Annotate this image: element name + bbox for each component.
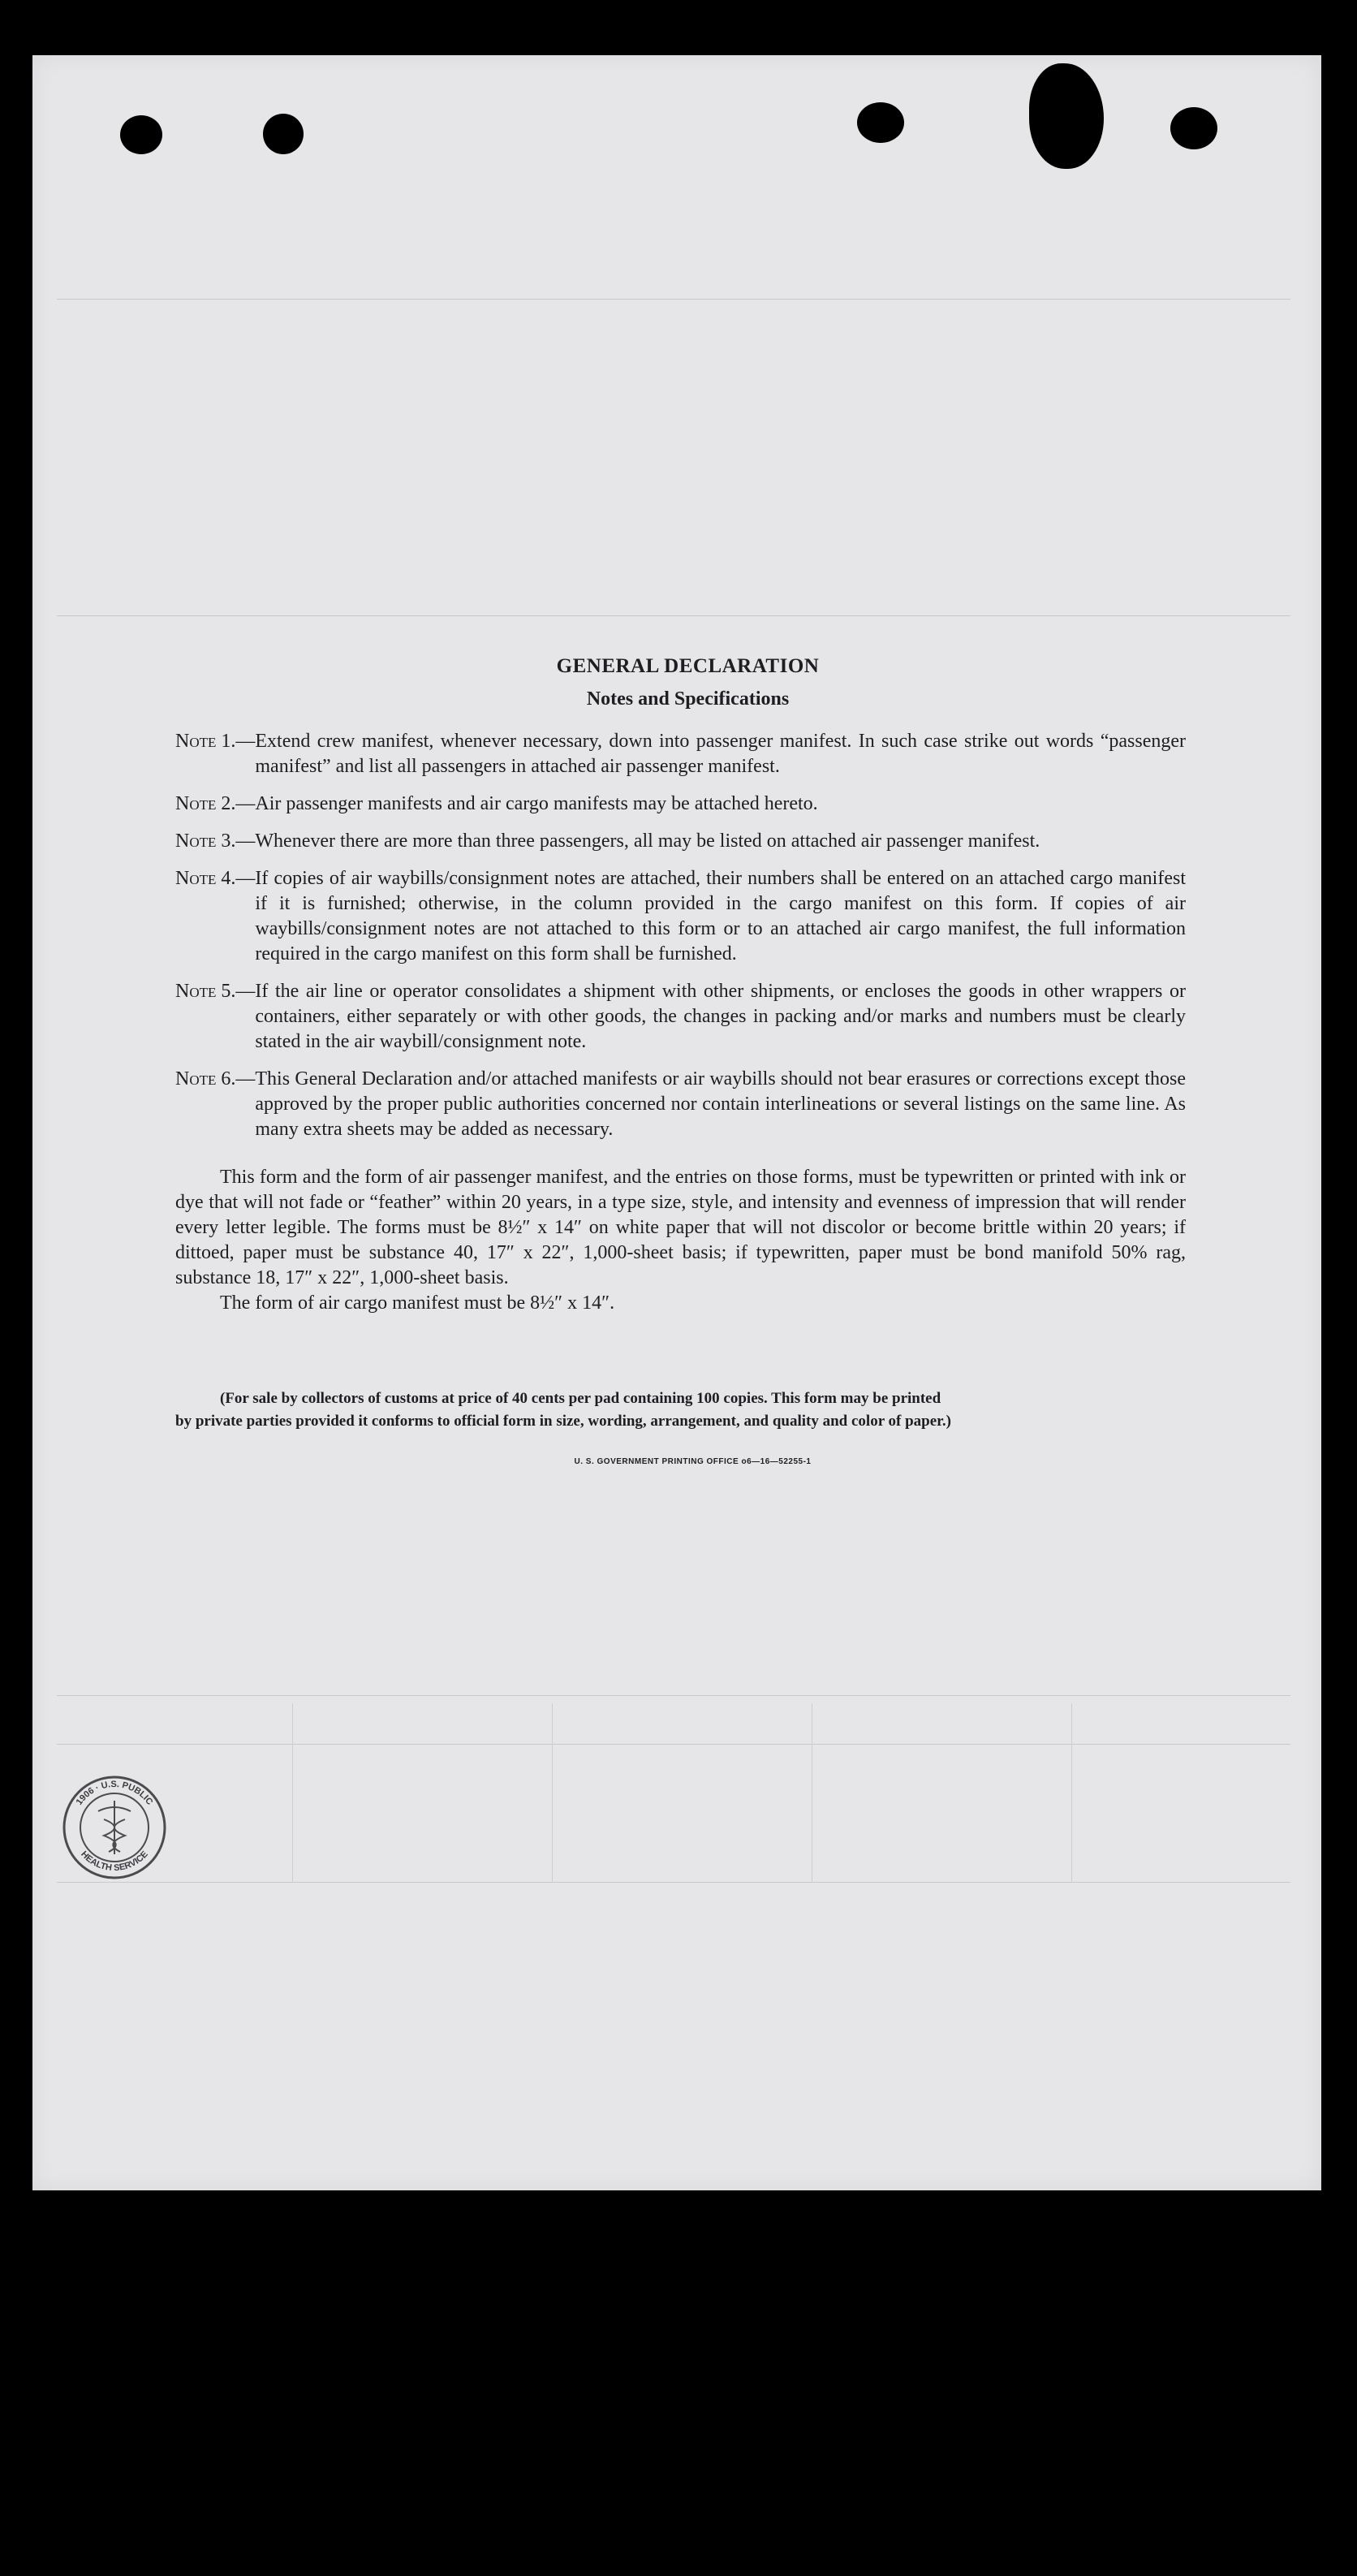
ink-blot-right — [1029, 63, 1104, 169]
cargo-manifest-size: The form of air cargo manifest must be 8½″ x 14″. — [220, 1292, 615, 1314]
public-health-service-stamp — [62, 1775, 167, 1880]
note-1: Note 1. — Extend crew manifest, whenever necessary, down into passenger manifest. In such case strike out words “passenger manifest” and list all passengers in attached air passenger manifest. — [175, 729, 1186, 779]
specifications-paragraph: This form and the form of air passenger manifest, and the entries on those forms, must be typewritten or printed with ink or dye that will not fade or “feather” within 20 years, in a type size, style, and intensity and evenness of impression that will render every letter legible. The forms must be 8½″ x 14″ on white paper that will not discolor or become brittle within 20 years; if dittoed, paper must be substance 40, 17″ x 22″, 1,000-sheet basis; if typewritten, paper must be bond manifold 50% rag, substance 18, 17″ x 22″, 1,000-sheet basis. — [175, 1167, 1186, 1288]
ghost-rule — [57, 1744, 1290, 1745]
ghost-rule — [57, 299, 1290, 300]
note-2: Note 2. — Air passenger manifests and air cargo manifests may be attached hereto. — [175, 792, 1186, 817]
page-subtitle: Notes and Specifications — [586, 688, 790, 710]
ghost-rule — [57, 1695, 1290, 1696]
ghost-rule — [57, 1882, 1290, 1883]
note-5: Note 5. — If the air line or operator consolidates a shipment with other shipments, or encloses the goods in other wrappers or containers, either separately or with other goods, the changes in packing and/or marks and numbers must be clearly stated in the air waybill/consignment note. — [175, 979, 1186, 1055]
sale-notice — [175, 1387, 1186, 1433]
punch-hole-second — [263, 114, 304, 154]
ghost-column — [552, 1703, 553, 1882]
note-text: Extend crew manifest, whenever necessary, down into passenger manifest. In such case strike out words “passenger manifest” and list all passengers in attached air passenger manifest. — [255, 731, 1186, 777]
note-text: If the air line or operator consolidates a shipment with other shipments, or encloses the goods in other wrappers or containers, either separately or with other goods, the changes in packing and/or marks and numbers must be clearly stated in the air waybill/consignment note. — [255, 981, 1186, 1052]
declaration-notes — [175, 654, 1186, 1466]
note-label: Note 4. — [175, 868, 236, 889]
note-label: Note 3. — [175, 831, 236, 852]
ghost-column — [292, 1703, 293, 1882]
document-sheet — [32, 55, 1321, 2190]
note-label: Note 6. — [175, 1068, 236, 1090]
sale-notice-line-1: (For sale by collectors of customs at price of 40 cents per pad containing 100 copies. This form may be printed — [220, 1390, 941, 1407]
sale-notice-line-2: by private parties provided it conforms to official form in size, wording, arrangement, and quality and color of paper.) — [175, 1413, 951, 1430]
stamp-text-top: 1906 · U.S. PUBLIC — [74, 1779, 155, 1807]
punch-hole-left — [120, 115, 162, 154]
punch-hole-right — [1170, 107, 1217, 149]
note-text: Whenever there are more than three passengers, all may be listed on attached air passenger manifest. — [255, 831, 1040, 852]
note-text: Air passenger manifests and air cargo manifests may be attached hereto. — [255, 793, 818, 814]
note-label: Note 5. — [175, 981, 236, 1002]
page-title: GENERAL DECLARATION — [556, 655, 820, 677]
caduceus-icon — [98, 1801, 131, 1854]
note-label: Note 2. — [175, 793, 236, 814]
note-text: This General Declaration and/or attached manifests or air waybills should not bear erasures or corrections except those approved by the proper public authorities concerned nor contain interlineations or several listings on the same line. As many extra sheets may be added as necessary. — [255, 1068, 1186, 1140]
ghost-column — [1071, 1703, 1072, 1882]
punch-hole-center — [857, 102, 904, 143]
note-6: Note 6. — This General Declaration and/or attached manifests or air waybills should not bear erasures or corrections except those approved by the proper public authorities concerned nor contain interlineations or several listings on the same line. As many extra sheets may be added as necessary. — [175, 1067, 1186, 1142]
stamp-text-bottom: HEALTH SERVICE — [79, 1849, 150, 1874]
note-label: Note 1. — [175, 731, 236, 752]
note-3: Note 3. — Whenever there are more than three passengers, all may be listed on attached air passenger manifest. — [175, 829, 1186, 854]
note-text: If copies of air waybills/consignment notes are attached, their numbers shall be entered on an attached cargo manifest if it is furnished; otherwise, in the column provided in the cargo manifest on this form. If copies of air waybills/consignment notes are not attached to this form or to an attached air cargo manifest, the full information required in the cargo manifest on this form shall be furnished. — [255, 868, 1186, 964]
printing-office-imprint: U. S. GOVERNMENT PRINTING OFFICE o6—16—52255-1 — [574, 1457, 812, 1466]
ghost-rule — [57, 615, 1290, 616]
note-4: Note 4. — If copies of air waybills/consignment notes are attached, their numbers shall be entered on an attached cargo manifest if it is furnished; otherwise, in the column provided in the cargo manifest on this form. If copies of air waybills/consignment notes are not attached to this form or to an attached air cargo manifest, the full information required in the cargo manifest on this form shall be furnished. — [175, 866, 1186, 967]
